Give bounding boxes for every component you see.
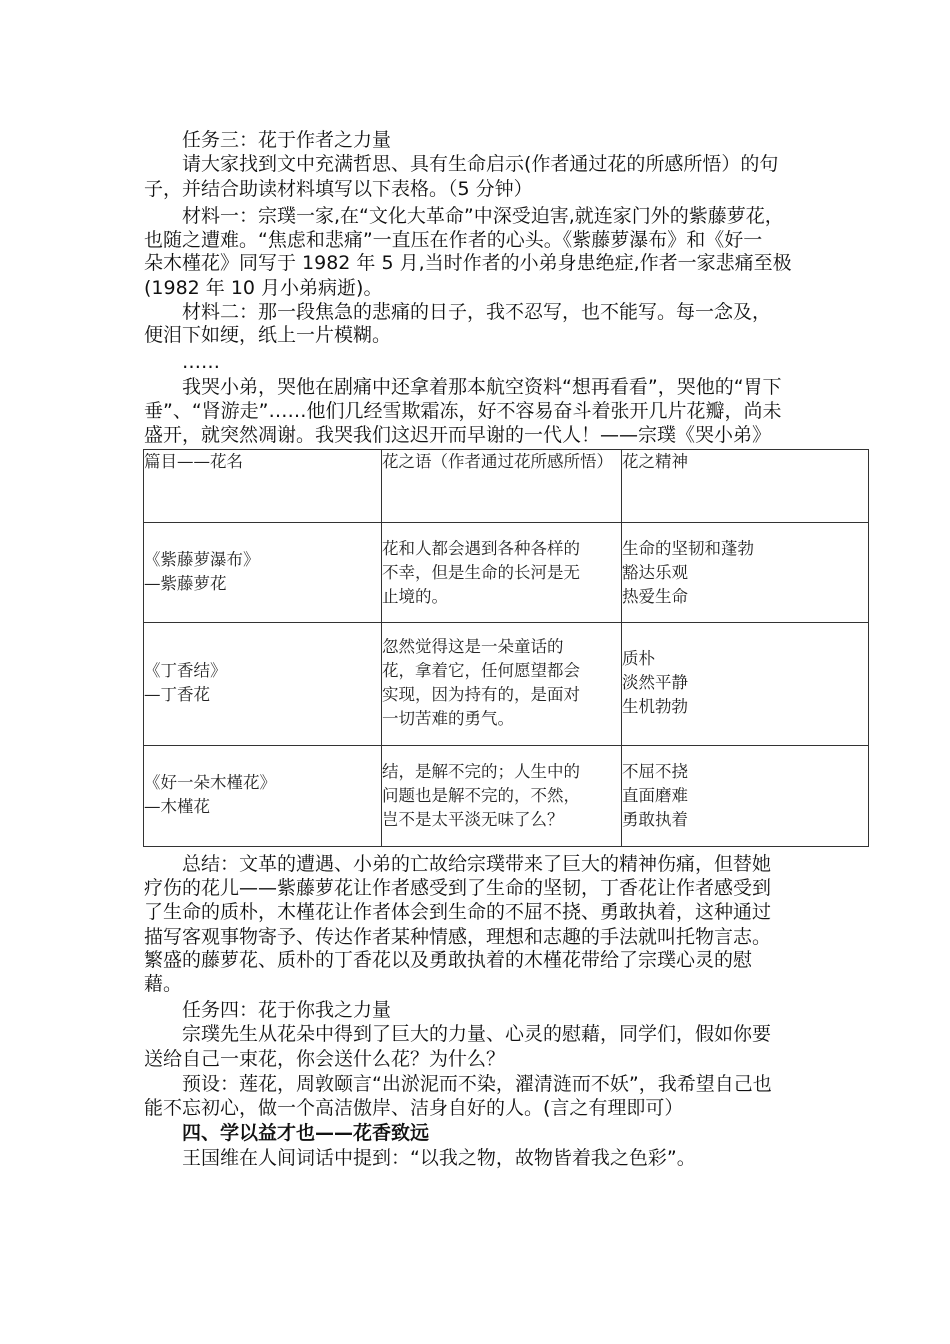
text-line: 藉。	[144, 973, 183, 995]
section-heading: 四、学以益才也——花香致远	[182, 1122, 430, 1144]
text-line: 宗璞先生从花朵中得到了巨大的力量、心灵的慰藉，同学们，假如你要	[182, 1023, 772, 1045]
header-label: 篇目——花名	[144, 452, 243, 471]
spirit-line: 不屈不挠	[622, 762, 688, 781]
spirit-cell	[622, 523, 869, 623]
flower-table	[143, 449, 869, 847]
words-line: 不幸，但是生命的长河是无	[382, 563, 580, 582]
words-line: 花和人都会遇到各种各样的	[382, 539, 580, 558]
text-line: 盛开，就突然凋谢。我哭我们这迟开而早谢的一代人！——宗璞《哭小弟》	[144, 424, 772, 446]
flower-name: —木槿花	[144, 797, 210, 816]
text-line: 预设：莲花，周敦颐言“出淤泥而不染，濯清涟而不妖”，我希望自己也	[182, 1073, 772, 1095]
text-line: 子，并结合助读材料填写以下表格。（5 分钟）	[144, 178, 533, 200]
text-line: 也随之遭难。“焦虑和悲痛”一直压在作者的心头。《紫藤萝瀑布》和《好一	[144, 229, 763, 251]
spirit-cell	[622, 623, 869, 746]
words-line: 实现，因为持有的，是面对	[382, 685, 580, 704]
words-cell	[382, 746, 622, 847]
article-title: 《丁香结》	[144, 661, 227, 680]
spirit-line: 豁达乐观	[622, 563, 688, 582]
task4-heading: 任务四：花于你我之力量	[182, 999, 392, 1021]
text-line: 便泪下如绠，纸上一片模糊。	[144, 324, 392, 346]
text-line: 朵木槿花》同写于 1982 年 5 月,当时作者的小弟身患绝症,作者一家悲痛至极	[144, 252, 792, 274]
article-title: 《紫藤萝瀑布》	[144, 550, 260, 569]
table-row	[144, 623, 869, 746]
ellipsis-line: ……	[182, 351, 220, 373]
table-row	[144, 523, 869, 623]
words-line: 一切苦难的勇气。	[382, 709, 514, 728]
spirit-cell	[622, 746, 869, 847]
task3-heading: 任务三：花于作者之力量	[182, 129, 392, 151]
words-line: 岂不是太平淡无味了么？	[382, 810, 564, 829]
text-line: 能不忘初心，做一个高洁傲岸、洁身自好的人。(言之有理即可）	[144, 1097, 684, 1119]
spirit-line: 生机勃勃	[622, 697, 688, 716]
text-line: 请大家找到文中充满哲思、具有生命启示(作者通过花的所感所悟）的句	[182, 153, 779, 175]
flower-name: —丁香花	[144, 685, 210, 704]
title-cell	[144, 746, 382, 847]
header-label: 花之精神	[622, 452, 688, 471]
header-label: 花之语（作者通过花所感所悟）	[382, 452, 613, 471]
words-line: 止境的。	[382, 587, 448, 606]
spirit-line: 勇敢执着	[622, 810, 688, 829]
spirit-line: 生命的坚韧和蓬勃	[622, 539, 754, 558]
spirit-line: 质朴	[622, 649, 655, 668]
words-line: 花，拿着它，任何愿望都会	[382, 661, 580, 680]
text-line: 我哭小弟，哭他在剧痛中还拿着那本航空资料“想再看看”，哭他的“胃下	[182, 376, 782, 398]
words-cell	[382, 623, 622, 746]
text-line: 送给自己一束花，你会送什么花？为什么？	[144, 1048, 506, 1070]
header-cell-words	[382, 450, 622, 523]
words-line: 问题也是解不完的，不然，	[382, 786, 580, 805]
text-line: 了生命的质朴，木槿花让作者体会到生命的不屈不挠、勇敢执着，这种通过	[144, 901, 772, 923]
text-line: 垂”、“肾游走”……他们几经雪欺霜冻，好不容易奋斗着张开几片花瓣，尚未	[144, 400, 782, 422]
text-line: 繁盛的藤萝花、质朴的丁香花以及勇敢执着的木槿花带给了宗璞心灵的慰	[144, 949, 753, 971]
text-line: 材料二：那一段焦急的悲痛的日子，我不忍写，也不能写。每一念及，	[182, 301, 772, 323]
title-cell	[144, 623, 382, 746]
summary-line: 总结：文革的遭遇、小弟的亡故给宗璞带来了巨大的精神伤痛，但替她	[182, 853, 772, 875]
article-title: 《好一朵木槿花》	[144, 773, 276, 792]
table-header-row	[144, 450, 869, 523]
spirit-line: 淡然平静	[622, 673, 688, 692]
table-row	[144, 746, 869, 847]
text-line: 疗伤的花儿——紫藤萝花让作者感受到了生命的坚韧，丁香花让作者感受到	[144, 877, 772, 899]
text-line: 材料一：宗璞一家,在“文化大革命”中深受迫害,就连家门外的紫藤萝花，	[182, 205, 784, 227]
header-cell-title	[144, 450, 382, 523]
spirit-line: 直面磨难	[622, 786, 688, 805]
text-line: 描写客观事物寄予、传达作者某种情感，理想和志趣的手法就叫托物言志。	[144, 926, 772, 948]
words-line: 忽然觉得这是一朵童话的	[382, 637, 564, 656]
text-line: 王国维在人间词话中提到：“以我之物，故物皆着我之色彩”。	[182, 1147, 696, 1169]
spirit-line: 热爱生命	[622, 587, 688, 606]
words-cell	[382, 523, 622, 623]
words-line: 结，是解不完的；人生中的	[382, 762, 580, 781]
title-cell	[144, 523, 382, 623]
flower-name: —紫藤萝花	[144, 574, 227, 593]
text-line: (1982 年 10 月小弟病逝)。	[144, 277, 383, 299]
header-cell-spirit	[622, 450, 869, 523]
